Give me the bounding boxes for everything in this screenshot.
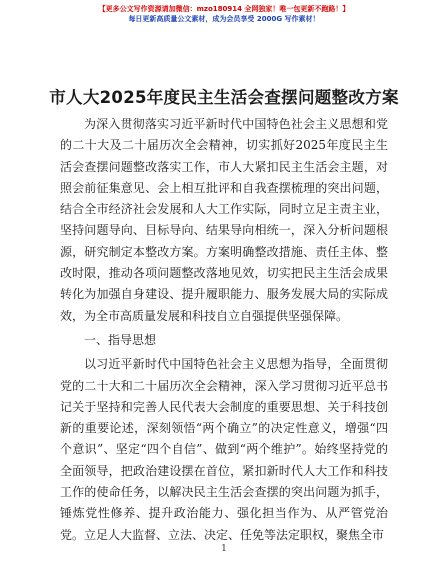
- promo-banner: [0, 4, 448, 24]
- paragraph-intro: 为深入贯彻落实习近平新时代中国特色社会主义思想和党的二十大及二十届历次全会精神，切实抓好2025年度民主生活会查摆问题整改落实工作，市人大紧扣民主生活会主题，对照会前征集意见、会上相互批评和自我查摆梳理的突出问题，结合全市经济社会发展和人大工作实际，同时立足主责主业，坚持问题导向、目标导向、结果导向相统一，深入分析问题根源，研究制定本整改方案。方案明确整改措施、责任主体、整改时限，推动各项问题整改落地见效，切实把民主生活会成果转化为加强自身建设、提升履职能力、服务发展大局的实际成效，为全市高质量发展和科技自立自强提供坚强保障。: [60, 117, 388, 323]
- document-title: 市人大2025年度民主生活会查摆问题整改方案: [49, 88, 399, 107]
- promo-line-1: 【更多公文写作资源请加微信：mzo180914 全网独家！唯一包更新不跑路！】: [98, 5, 350, 13]
- document-body: [60, 114, 388, 546]
- paragraph-guiding-ideology: 以习近平新时代中国特色社会主义思想为指导，全面贯彻党的二十大和二十届历次全会精神，深入学习贯彻习近平总书记关于坚持和完善人民代表大会制度的重要思想、关于科技创新的重要论述，深刻领悟“两个确立”的决定性意义，增强“四个意识”、坚定“四个自信”、做到“两个维护”。始终坚持党的全面领导，把政治建设摆在首位，紧扣新时代人大工作和科技工作的使命任务，以解决民主生活会查摆的突出问题为抓手，锤炼党性修养、提升政治能力、强化担当作为、从严管党治党。立足人大监督、立法、决定、任免等法定职权，聚焦全市: [60, 357, 388, 542]
- page-number: 1: [221, 544, 227, 554]
- promo-line-2: 每日更新高质量公文素材，成为会员享受 2000G 写作素材！: [128, 15, 320, 23]
- section-heading-guiding-ideology: 一、指导思想: [84, 332, 157, 347]
